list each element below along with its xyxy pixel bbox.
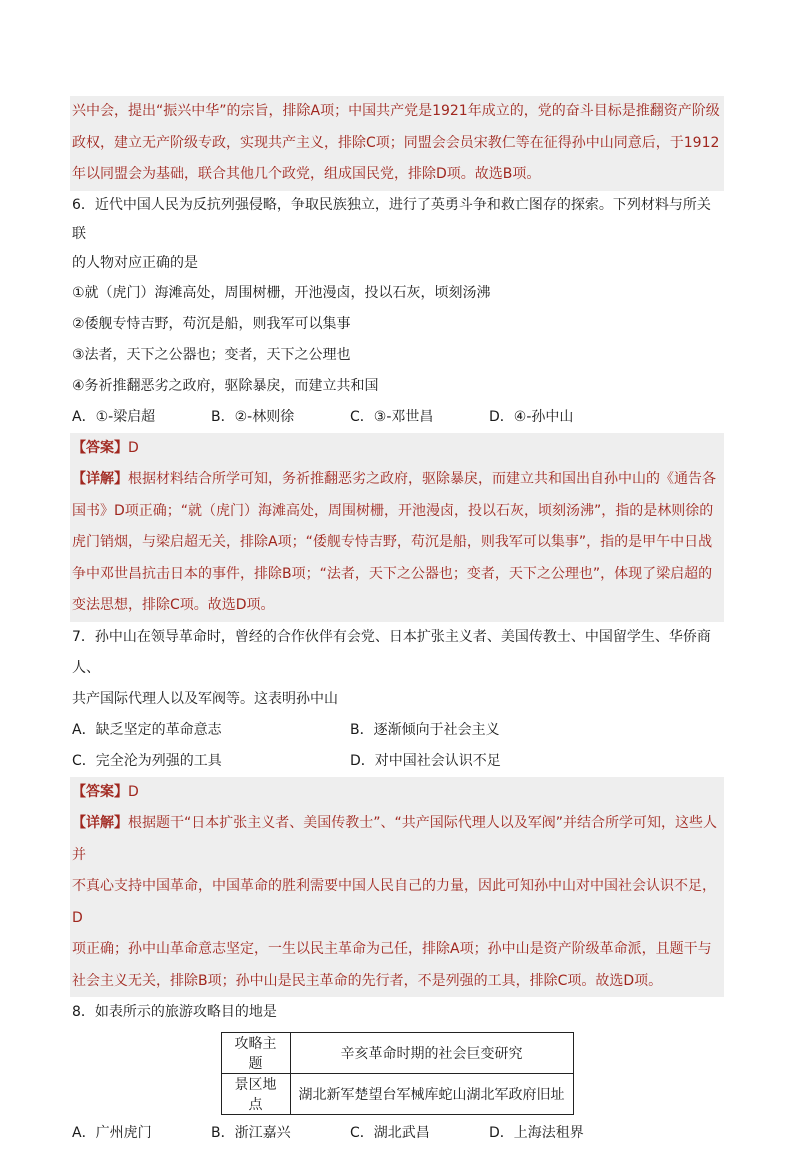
prev-explanation (70, 96, 724, 191)
answer-value: D (128, 783, 139, 800)
text-line: 项正确；孙中山革命意志坚定，一生以民主革命为己任，排除A项；孙中山是资产阶级革命派，且题干与 (72, 941, 712, 957)
question-7-options-row-2 (70, 746, 724, 777)
answer-line (72, 433, 722, 465)
text-line: 虎门销烟，与梁启超无关，排除A项；“倭舰专恃吉野，苟沉是船，则我军可以集事”，指的是甲午中日战 (72, 534, 713, 550)
text-line: 国书》D项正确；“就（虎门）海滩高处，周围树栅，开池漫卤，投以石灰，顷刻汤沸”，指的是林则徐的 (72, 502, 714, 519)
answer-label: 【答案】 (72, 439, 128, 456)
travel-guide-table (221, 1032, 574, 1115)
option-a: A．①-梁启超 (72, 408, 156, 425)
detail-label: 【详解】 (72, 471, 128, 487)
answer-value: D (128, 439, 139, 456)
option-a: A．广州虎门 (72, 1125, 152, 1141)
text-line: 7．孙中山在领导革命时，曾经的合作伙伴有会党、日本扩张主义者、美国传教士、中国留学生、华侨商人、 (72, 628, 711, 676)
material-item: ③法者，天下之公器也；变者，天下之公理也 (72, 346, 351, 363)
table-cell: 湖北新军楚望台军械库蛇山湖北军政府旧址 (290, 1074, 573, 1115)
question-6-stem (70, 191, 724, 278)
text-line: 争中邓世昌抗击日本的事件，排除B项；“法者，天下之公器也；变者，天下之公理也”，体现了梁启超的 (72, 565, 713, 582)
text-line: 年以同盟会为基础，联合其他几个政党，组成国民党，排除D项。故选B项。 (72, 166, 541, 182)
text-line: 社会主义无关，排除B项；孙中山是民主革命的先行者，不是列强的工具，排除C项。故选D项。 (72, 972, 663, 989)
option-d: D．对中国社会认识不足 (350, 752, 501, 769)
text-line: 共产国际代理人以及军阀等。这表明孙中山 (72, 690, 338, 707)
answer-line (72, 777, 722, 809)
text-line: 【详解】根据材料结合所学可知，务祈推翻恶劣之政府，驱除暴戾，而建立共和国出自孙中山的《通告各 (72, 471, 716, 487)
detail-label: 【详解】 (72, 815, 128, 831)
material-item: ②倭舰专恃吉野，苟沉是船，则我军可以集事 (72, 315, 351, 332)
option-d: D．上海法租界 (489, 1125, 584, 1141)
question-6-options (70, 402, 724, 433)
question-6-materials (70, 278, 724, 402)
option-b: B．②-林则徐 (211, 408, 295, 425)
table-row (221, 1033, 573, 1074)
travel-guide-table-wrap (70, 1032, 724, 1115)
table-cell: 辛亥革命时期的社会巨变研究 (290, 1033, 573, 1074)
text-line: 兴中会，提出“振兴中华”的宗旨，排除A项；中国共产党是1921年成立的，党的奋斗目标是推翻资产阶级 (72, 103, 720, 119)
option-a: A．缺乏坚定的革命意志 (72, 721, 222, 738)
question-7-answer (70, 777, 724, 998)
document-page (70, 96, 724, 1149)
answer-label: 【答案】 (72, 783, 128, 800)
question-7-options-row-1 (70, 715, 724, 746)
table-cell: 景区地点 (221, 1074, 290, 1115)
text-line: 政权，建立无产阶级专政，实现共产主义，排除C项；同盟会会员宋教仁等在征得孙中山同意后，于1912 (72, 134, 720, 151)
text-line: 6．近代中国人民为反抗列强侵略，争取民族独立，进行了英勇斗争和救亡图存的探索。下列材料与所关联 (72, 196, 711, 242)
table-row (221, 1074, 573, 1115)
option-c: C．③-邓世昌 (350, 408, 434, 425)
question-7-stem (70, 622, 724, 715)
option-c: C．完全沦为列强的工具 (72, 752, 222, 769)
table-cell: 攻略主题 (221, 1033, 290, 1074)
question-6-answer (70, 433, 724, 622)
text-line: 不真心支持中国革命，中国革命的胜利需要中国人民自己的力量，因此可知孙中山对中国社会认识不足，D (72, 878, 716, 926)
text-line: 【详解】根据题干“日本扩张主义者、美国传教士”、“共产国际代理人以及军阀”并结合所学可知，这些人并 (72, 815, 718, 863)
text-line: 的人物对应正确的是 (72, 254, 198, 271)
option-d: D．④-孙中山 (489, 408, 574, 425)
option-b: B．浙江嘉兴 (211, 1125, 291, 1141)
question-8-stem: 8．如表所示的旅游攻略目的地是 (72, 1004, 277, 1020)
option-c: C．湖北武昌 (350, 1125, 430, 1141)
option-b: B．逐渐倾向于社会主义 (350, 721, 500, 738)
text-line: 变法思想，排除C项。故选D项。 (72, 597, 275, 613)
material-item: ④务祈推翻恶劣之政府，驱除暴戾，而建立共和国 (72, 377, 379, 394)
material-item: ①就（虎门）海滩高处，周围树栅，开池漫卤，投以石灰，顷刻汤沸 (72, 284, 491, 301)
